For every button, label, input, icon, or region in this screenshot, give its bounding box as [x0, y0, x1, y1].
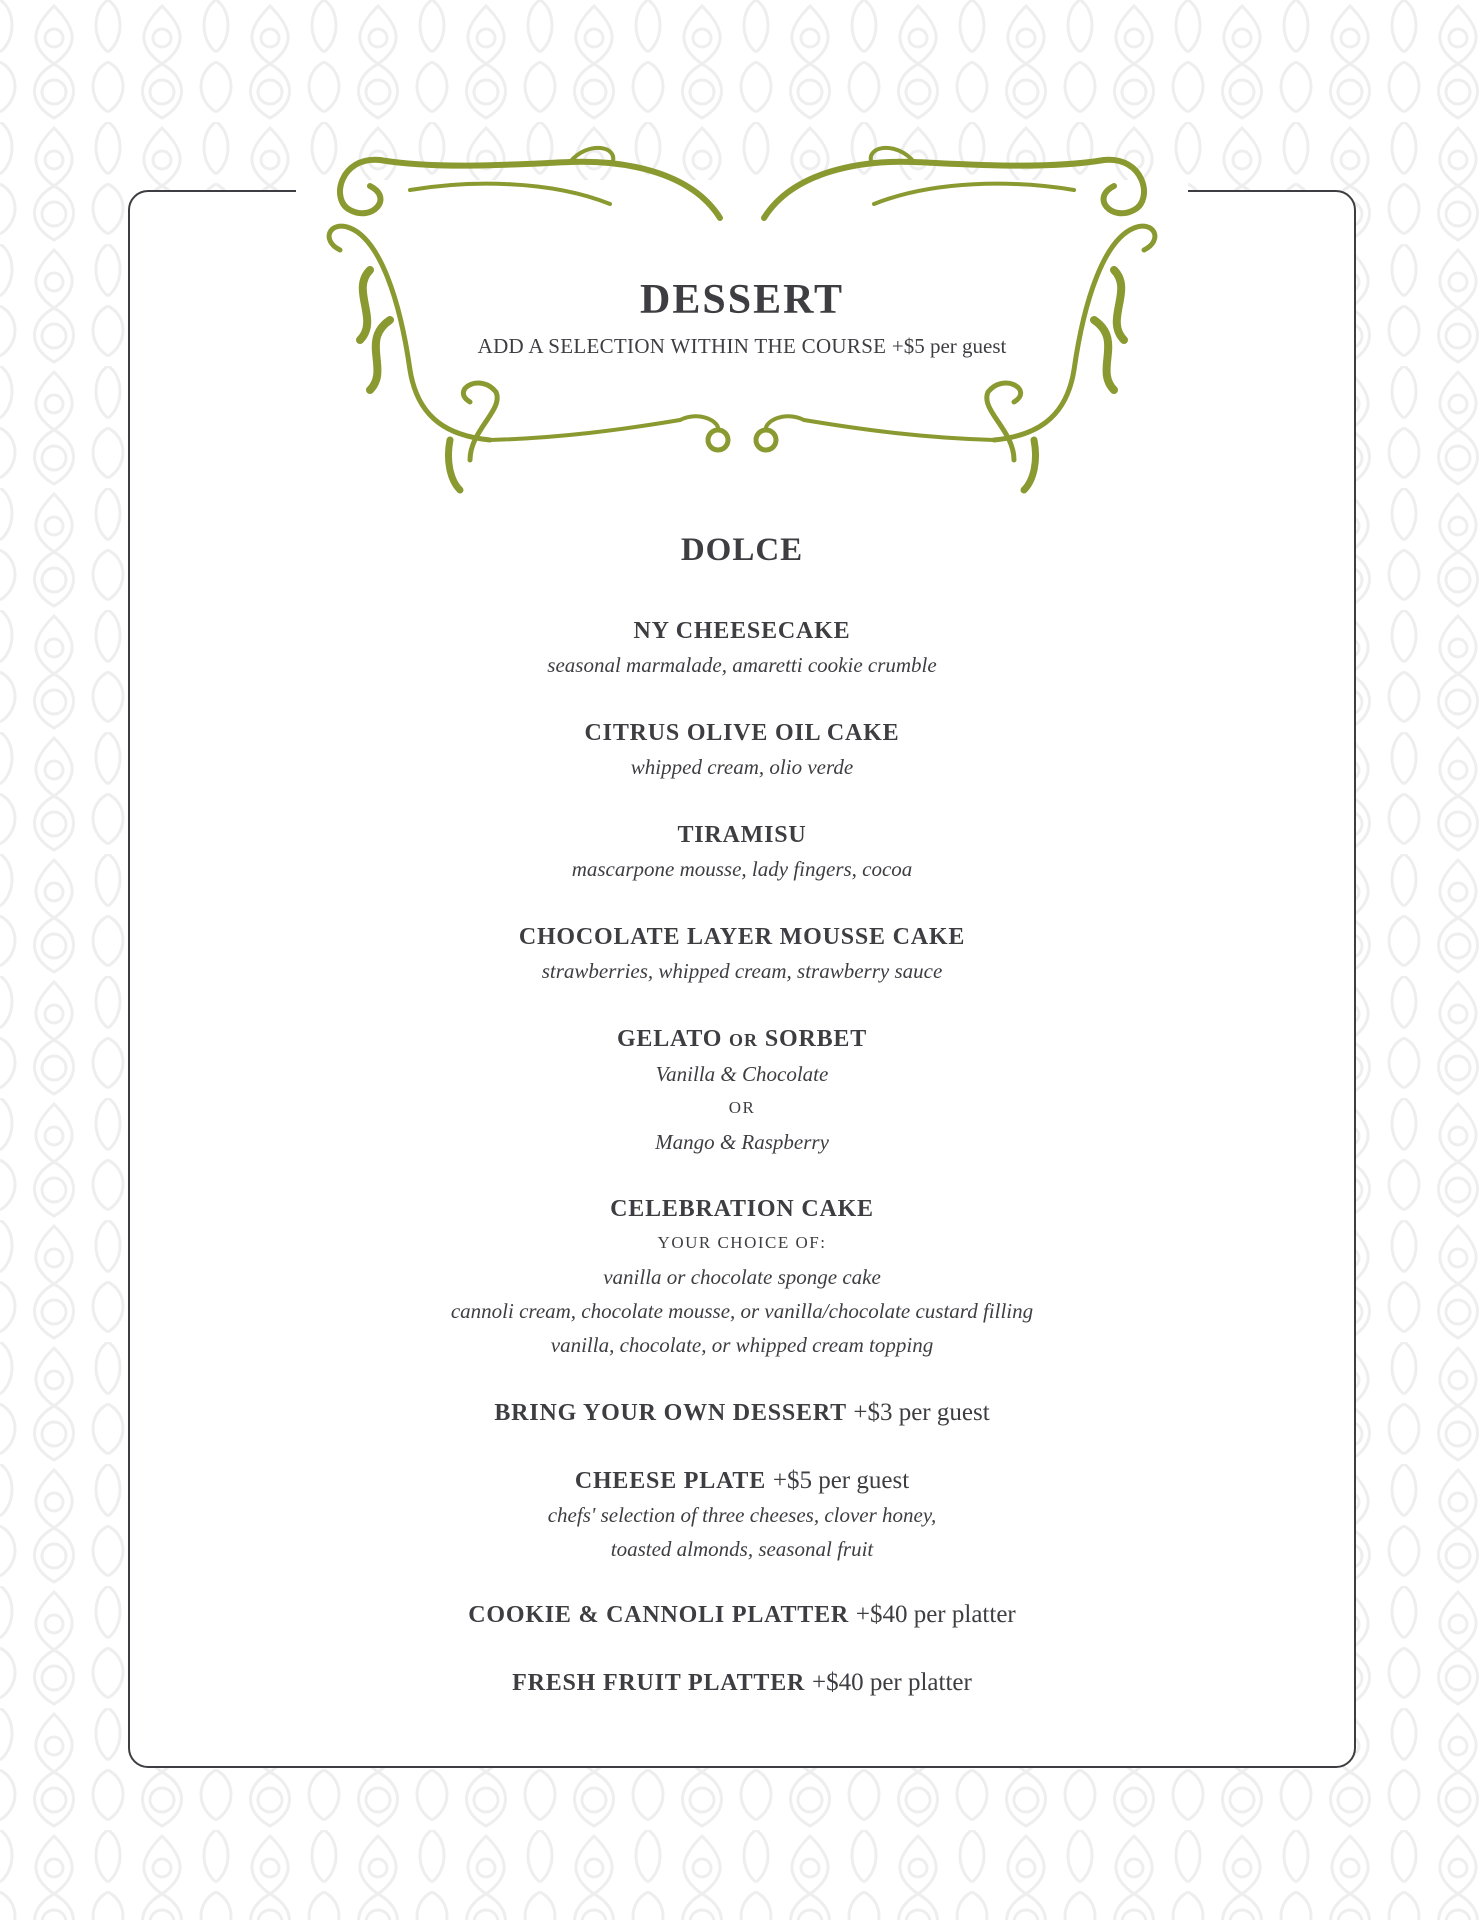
item-name: TIRAMISU: [677, 822, 807, 848]
item-name: [128, 1464, 1356, 1498]
item-name: CITRUS OLIVE OIL CAKE: [584, 720, 900, 746]
item-price: +$3 per guest: [853, 1399, 990, 1426]
item-name-text: CHEESE PLATE: [574, 1468, 767, 1494]
gelato-option-2: Mango & Raspberry: [655, 1130, 829, 1154]
page-title: DESSERT: [640, 277, 844, 323]
item-description: mascarpone mousse, lady fingers, cocoa: [571, 857, 913, 881]
menu-item: [128, 920, 1356, 988]
cheese-line: toasted almonds, seasonal fruit: [610, 1537, 874, 1561]
item-description: whipped cream, olio verde: [630, 755, 854, 779]
item-name: [128, 1022, 1356, 1057]
item-price: +$40 per platter: [855, 1601, 1016, 1628]
celebration-line: vanilla, chocolate, or whipped cream topping: [550, 1333, 934, 1357]
item-name: NY CHEESECAKE: [633, 618, 851, 644]
celebration-intro: YOUR CHOICE OF:: [657, 1233, 827, 1252]
menu-item-byod: [128, 1396, 1356, 1430]
item-name-b: SORBET: [764, 1026, 868, 1052]
filigree-ornament: [320, 140, 1164, 510]
celebration-line: cannoli cream, chocolate mousse, or vanilla/chocolate custard filling: [450, 1299, 1034, 1323]
menu-item-gelato: [128, 1022, 1356, 1159]
item-price: +$40 per platter: [811, 1669, 972, 1696]
item-name-or: OR: [729, 1030, 759, 1050]
subtitle-price: +$5 per guest: [891, 334, 1007, 358]
item-name: [128, 1396, 1356, 1430]
menu-item-cheese: [128, 1464, 1356, 1566]
item-name-text: FRESH FRUIT PLATTER: [512, 1670, 806, 1696]
menu-item-cookie-platter: [128, 1598, 1356, 1632]
item-price: +$5 per guest: [772, 1467, 910, 1494]
page-subtitle: [128, 334, 1356, 359]
item-description: seasonal marmalade, amaretti cookie crumble: [547, 653, 937, 677]
gelato-separator: OR: [728, 1098, 756, 1117]
menu-item: [128, 716, 1356, 784]
celebration-line: vanilla or chocolate sponge cake: [603, 1265, 881, 1289]
item-name-a: GELATO: [616, 1026, 723, 1052]
item-name: CHOCOLATE LAYER MOUSSE CAKE: [518, 924, 966, 950]
cheese-line: chefs' selection of three cheeses, clover honey,: [547, 1503, 937, 1527]
section-title: DOLCE: [680, 532, 804, 568]
menu-item-fruit-platter: [128, 1666, 1356, 1700]
subtitle-text: ADD A SELECTION WITHIN THE COURSE: [477, 334, 887, 358]
item-name-text: COOKIE & CANNOLI PLATTER: [468, 1602, 850, 1628]
item-name: [128, 1666, 1356, 1700]
menu-item: [128, 614, 1356, 682]
gelato-option-1: Vanilla & Chocolate: [655, 1062, 829, 1086]
item-name-text: BRING YOUR OWN DESSERT: [494, 1400, 847, 1426]
item-name: [128, 1598, 1356, 1632]
menu-item-celebration: [128, 1192, 1356, 1362]
item-description: strawberries, whipped cream, strawberry sauce: [541, 959, 943, 983]
menu-item: [128, 818, 1356, 886]
item-name: CELEBRATION CAKE: [610, 1196, 874, 1222]
